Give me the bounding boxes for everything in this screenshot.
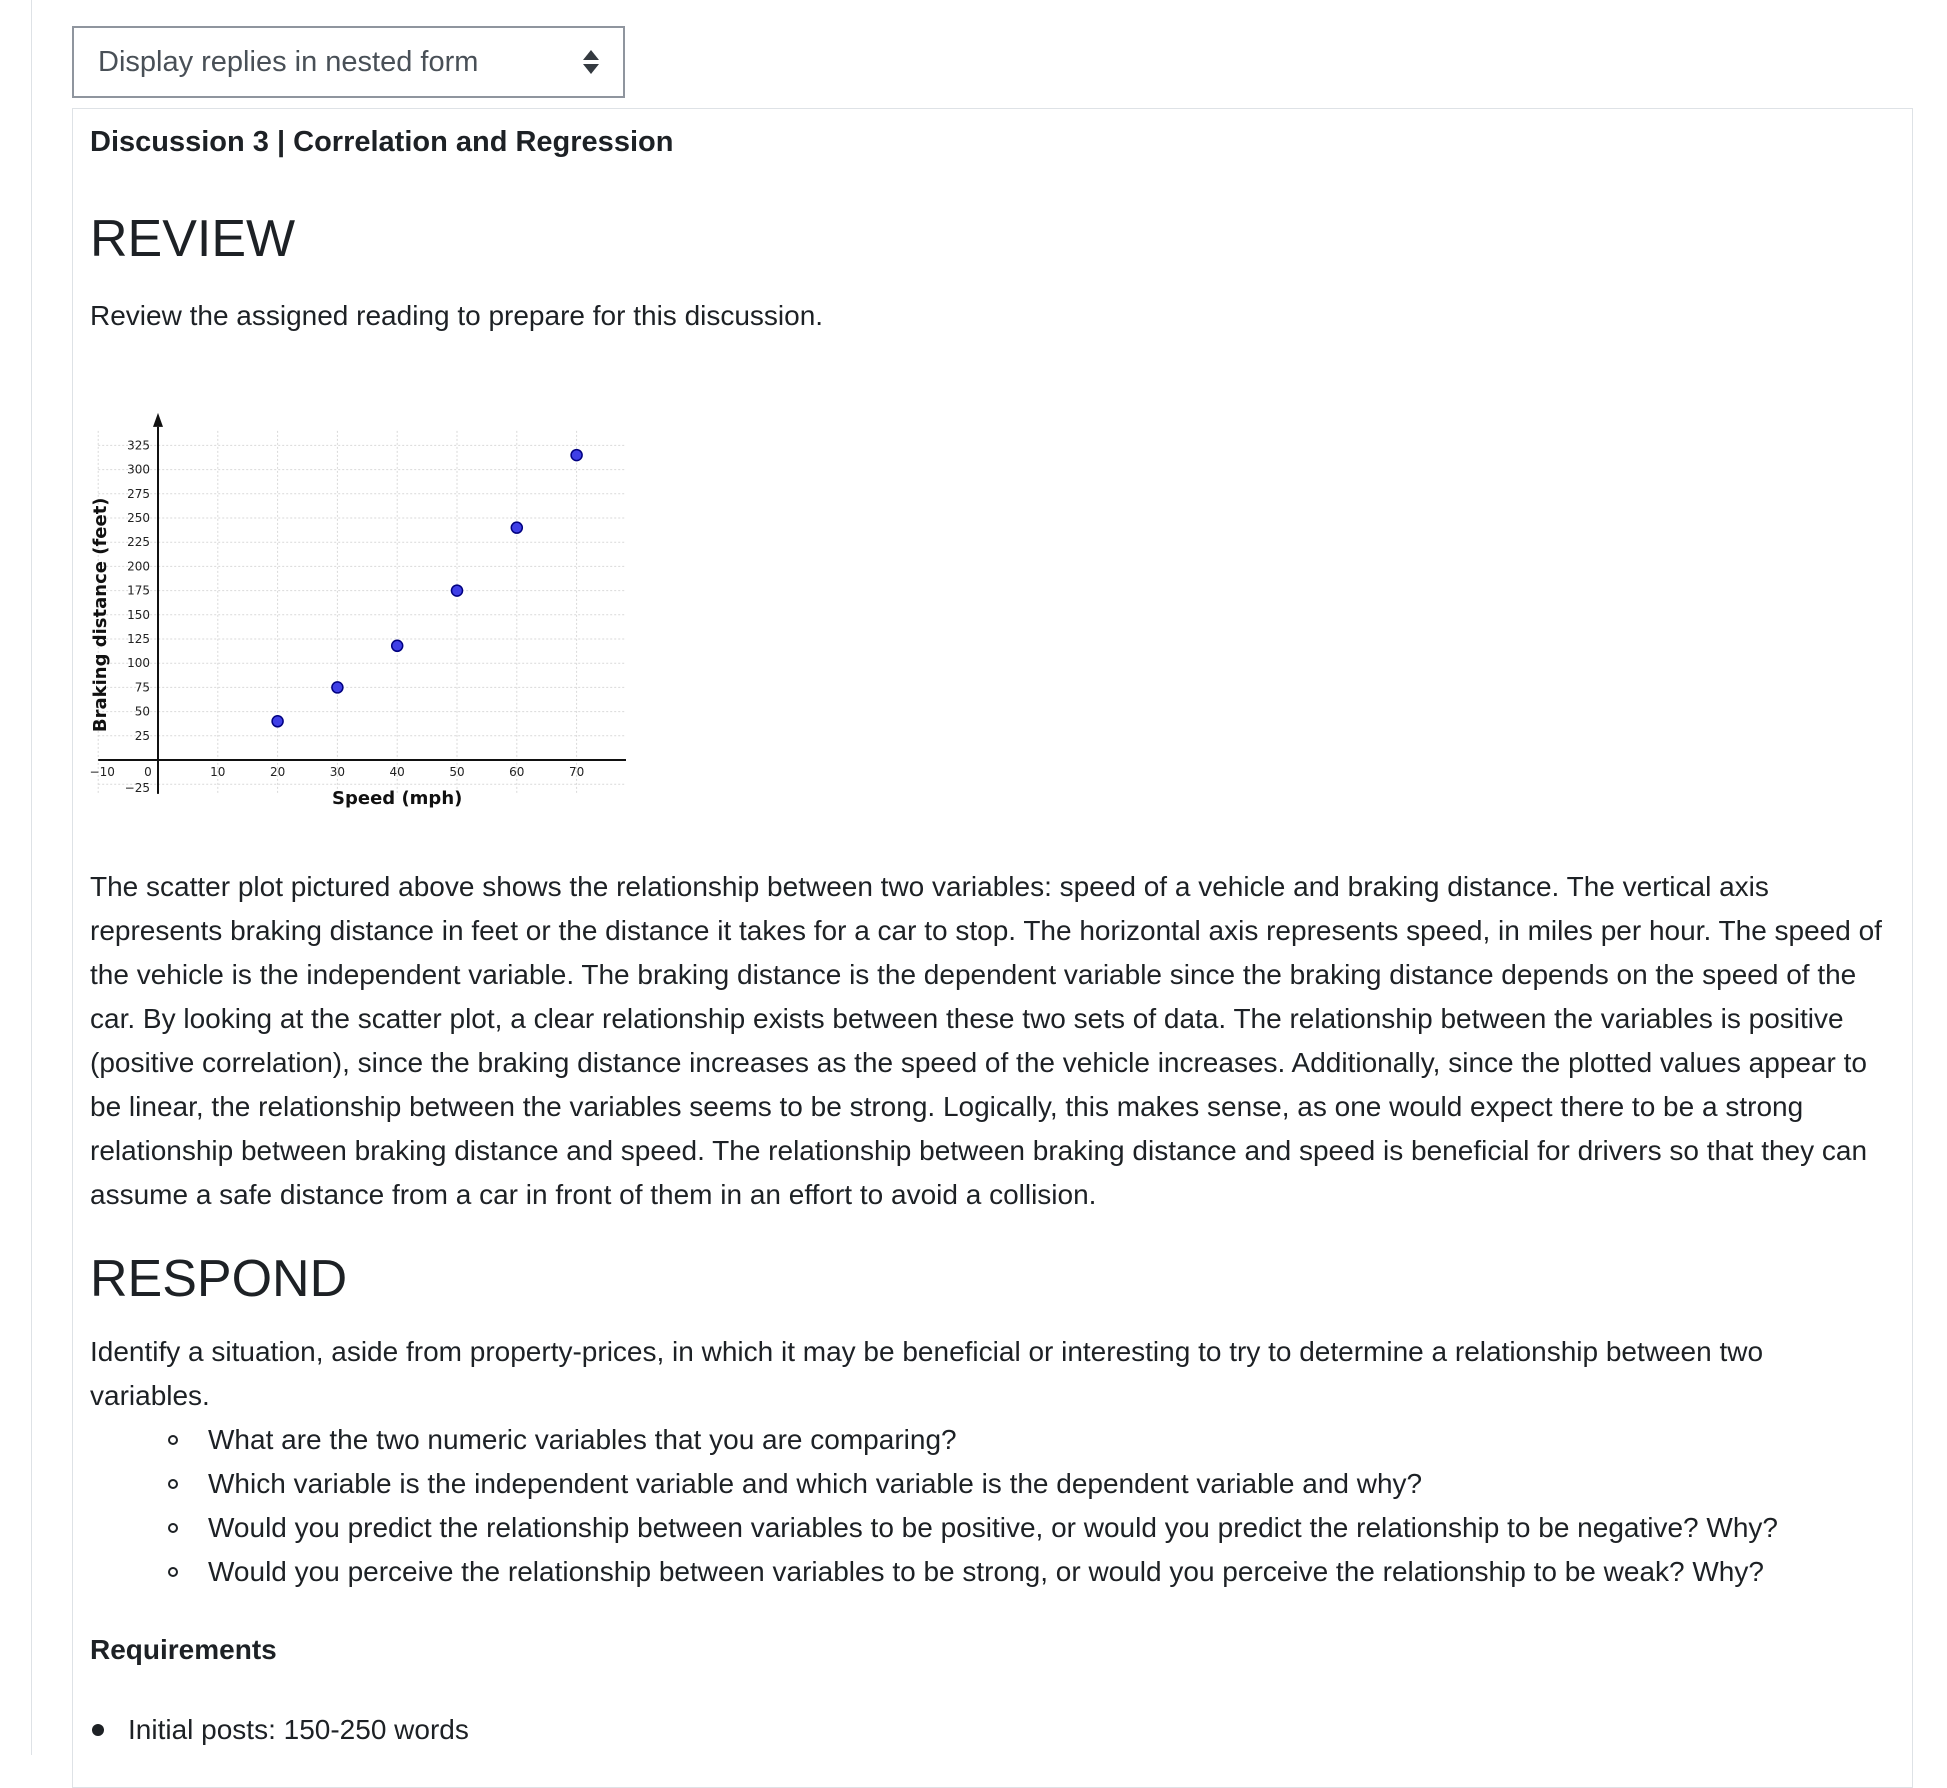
hollow-bullet-icon: [168, 1435, 178, 1445]
discussion-title: Discussion 3 | Correlation and Regression: [90, 126, 674, 158]
review-text: Review the assigned reading to prepare for this discussion.: [90, 300, 824, 331]
list-item: [90, 1708, 469, 1752]
y-tick-label: 150: [127, 607, 150, 622]
scatter-plot-svg: [86, 358, 626, 838]
question-list: [168, 1418, 1778, 1594]
y-tick-label: 275: [127, 486, 150, 501]
question-text: Would you predict the relationship between variables to be positive, or would you predict the relationship to be negative? Why?: [208, 1512, 1778, 1543]
y-tick-label: 200: [127, 559, 150, 574]
hollow-bullet-icon: [168, 1567, 178, 1577]
x-tick-label: 0: [144, 765, 152, 779]
y-axis-arrow-icon: [153, 413, 163, 427]
question-text: Which variable is the independent variable and which variable is the dependent variable and why?: [208, 1468, 1423, 1499]
list-item: [168, 1418, 1778, 1462]
hollow-bullet-icon: [168, 1523, 178, 1533]
hollow-bullet-icon: [168, 1479, 178, 1489]
reply-display-select[interactable]: [72, 26, 625, 98]
x-tick-label: −10: [89, 765, 115, 779]
data-point: [392, 640, 403, 651]
x-tick-label: 60: [509, 765, 525, 779]
list-item: [168, 1462, 1778, 1506]
y-tick-label: 125: [127, 632, 150, 646]
chart-grid: [98, 431, 626, 794]
reply-display-select-value: Display replies in nested form: [98, 45, 479, 78]
list-item: [168, 1506, 1778, 1550]
question-text: What are the two numeric variables that you are comparing?: [208, 1424, 957, 1455]
x-tick-label: 30: [329, 765, 346, 779]
explanation-paragraph: The scatter plot pictured above shows the relationship between two variables: speed of a vehicle and braking distance. The vertical axis represents braking distance in feet or the distance it takes for a car to stop. The horizontal axis represents speed, in miles per hour. The speed of the vehicle is the independent variable. The braking distance is the dependent variable since the braking distance depends on the speed of the car. By looking at the scatter plot, a clear relationship exists between these two sets of data. The relationship between the variables is positive (positive correlation), since the braking distance increases as the speed of the vehicle increases. Additionally, since the plotted values appear to be linear, the relationship between the variables seems to be strong. Logically, this makes sense, as one would expect there to be a strong relationship between braking distance and speed. The relationship between braking distance and speed is beneficial for drivers so that they can assume a safe distance from a car in front of them in an effort to avoid a collision.: [90, 871, 1882, 1210]
data-point: [571, 450, 582, 461]
braking-distance-scatter-chart: [86, 358, 626, 838]
x-axis-title: Speed (mph): [332, 788, 463, 809]
review-heading: REVIEW: [90, 210, 296, 268]
x-tick-label: 70: [568, 765, 585, 779]
chart-points: [272, 450, 582, 727]
data-point: [272, 716, 283, 727]
x-tick-label: 20: [269, 765, 286, 779]
x-tick-label: 10: [210, 765, 226, 779]
data-point: [332, 682, 343, 693]
y-tick-label: 250: [127, 511, 150, 525]
requirements-heading: Requirements: [90, 1634, 277, 1665]
requirement-text: Initial posts: 150-250 words: [128, 1714, 469, 1745]
requirements-list: [90, 1708, 469, 1752]
y-axis-title: Braking distance (feet): [90, 497, 111, 733]
bullet-icon: [92, 1724, 104, 1736]
x-tick-label: 50: [449, 765, 465, 779]
data-point: [511, 522, 522, 533]
select-updown-icon: [583, 49, 599, 75]
page-left-border: [31, 0, 32, 1755]
y-tick-label: 225: [127, 535, 150, 550]
data-point: [452, 585, 463, 596]
y-tick-label: 25: [134, 728, 150, 743]
question-text: Would you perceive the relationship between variables to be strong, or would you perceive the relationship to be weak? Why?: [208, 1556, 1764, 1587]
y-tick-label: 175: [127, 583, 150, 598]
respond-heading: RESPOND: [90, 1250, 348, 1308]
y-tick-label: 300: [127, 462, 150, 477]
list-item: [168, 1550, 1778, 1594]
respond-text: Identify a situation, aside from property-prices, in which it may be beneficial or interesting to try to determine a relationship between two variables.: [90, 1336, 1764, 1411]
y-tick-label: 75: [134, 680, 150, 695]
y-tick-label: 325: [127, 438, 150, 453]
x-tick-label: 40: [389, 765, 405, 779]
y-tick-label: 50: [134, 704, 150, 719]
chart-tick-labels: [90, 438, 585, 795]
y-tick-label: 100: [127, 656, 150, 671]
y-tick-label: −25: [124, 781, 150, 796]
